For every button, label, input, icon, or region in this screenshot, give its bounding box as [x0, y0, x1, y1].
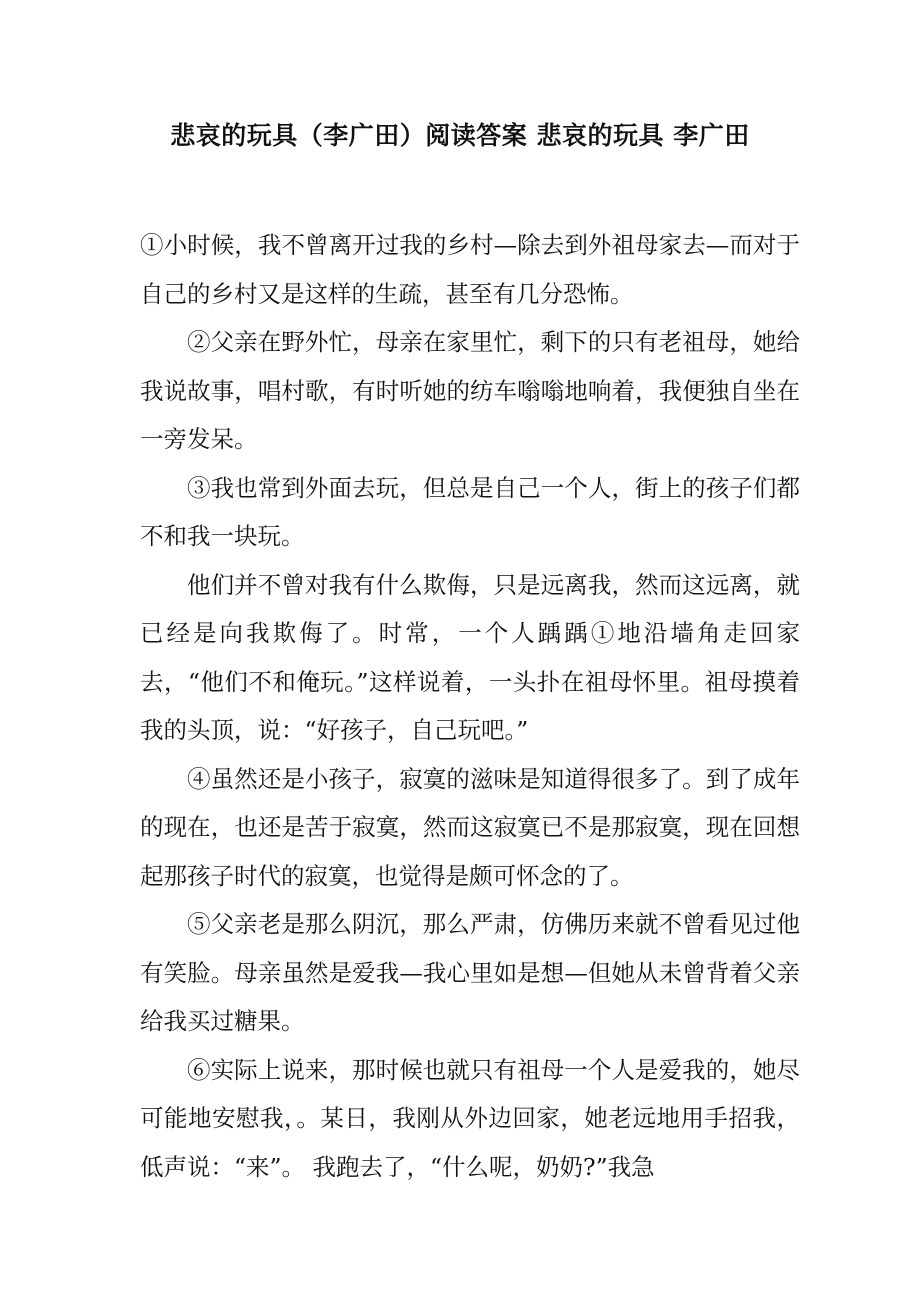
paragraph-3: ③我也常到外面去玩，但总是自己一个人，街上的孩子们都不和我一块玩。: [140, 473, 800, 550]
paragraph-5: ④虽然还是小孩子，寂寞的滋味是知道得很多了。到了成年的现在，也还是苦于寂寞，然而这寂寞已不是那寂寞，现在回想起那孩子时代的寂寞，也觉得是颇可怀念的了。: [140, 764, 800, 890]
paragraph-6: ⑤父亲老是那么阴沉，那么严肃，仿佛历来就不曾看见过他有笑脸。母亲虽然是爱我—我心里如是想—但她从未曾背着父亲给我买过糖果。: [140, 910, 800, 1035]
paragraph-2: ②父亲在野外忙，母亲在家里忙，剩下的只有老祖母，她给我说故事，唱村歌，有时听她的纺车嗡嗡地响着，我便独自坐在一旁发呆。: [140, 328, 800, 453]
paragraph-7: ⑥实际上说来，那时候也就只有祖母一个人是爱我的，她尽可能地安慰我，。某日，我刚从外边回家，她老远地用手招我，低声说：“来”。 我跑去了，“什么呢，奶奶?”我急: [140, 1055, 800, 1181]
paragraph-1: ①小时候，我不曾离开过我的乡村—除去到外祖母家去—而对于自己的乡村又是这样的生疏，甚至有几分恐怖。: [140, 231, 800, 308]
paragraph-4: 他们并不曾对我有什么欺侮，只是远离我，然而这远离，就已经是向我欺侮了。时常，一个人踽踽①地沿墙角走回家去，“他们不和俺玩。”这样说着，一头扑在祖母怀里。祖母摸着我的头顶，说：“好孩子，自己玩吧。”: [140, 570, 800, 744]
document-body: [140, 221, 800, 1191]
document-title: 悲哀的玩具（李广田）阅读答案 悲哀的玩具 李广田: [170, 121, 750, 150]
